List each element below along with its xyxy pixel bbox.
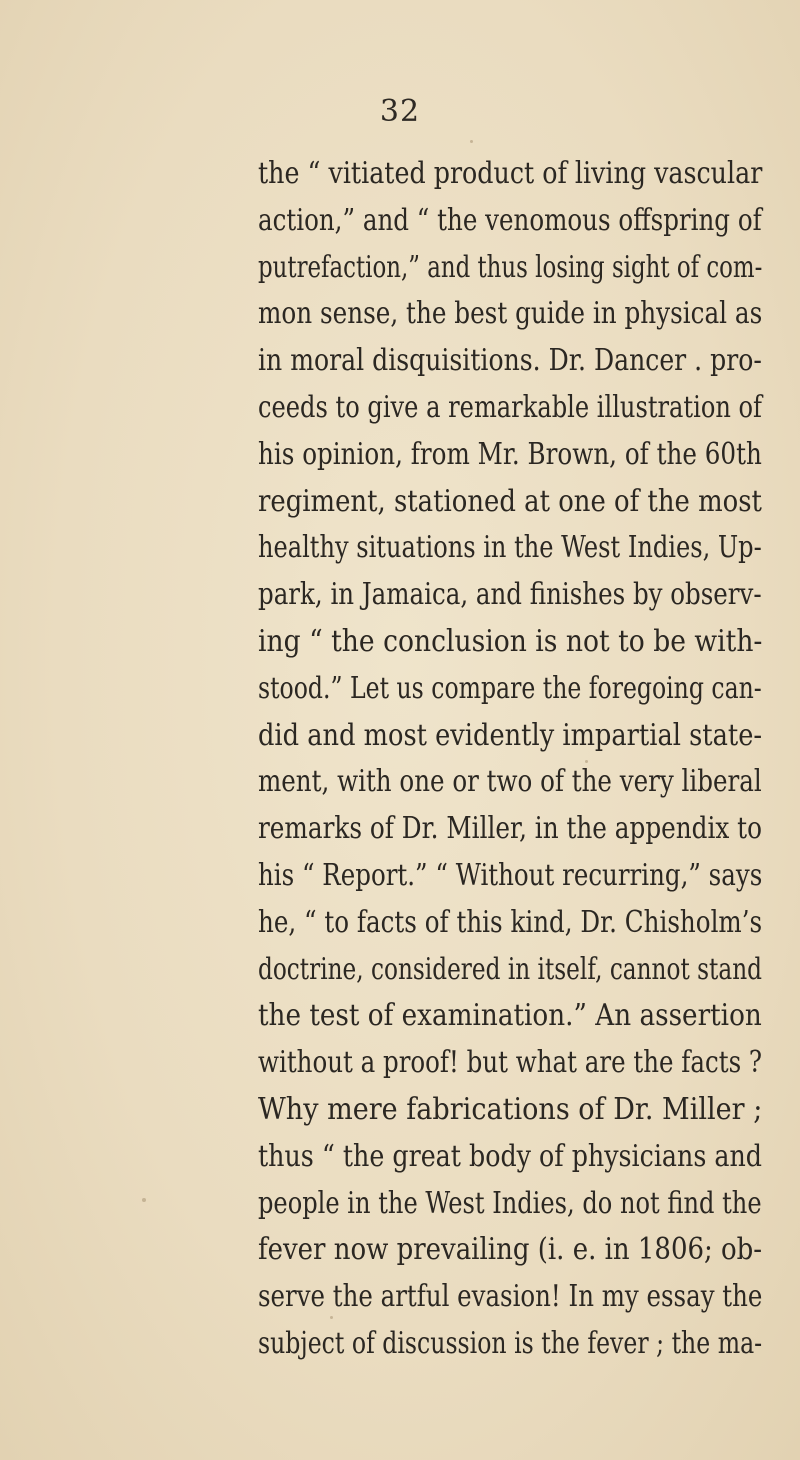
text-line: his opinion, from Mr. Brown, of the 60th xyxy=(258,436,762,472)
text-line: in moral disquisitions. Dr. Dancer . pro- xyxy=(258,343,762,379)
paper-spot xyxy=(470,140,473,143)
text-line: Why mere fabrications of Dr. Miller ; xyxy=(258,1092,763,1127)
text-line: regiment, stationed at one of the most xyxy=(258,483,762,519)
paper-spot xyxy=(585,760,588,763)
text-line: healthy situations in the West Indies, Up- xyxy=(258,530,762,566)
text-line: without a proof! but what are the facts ? xyxy=(258,1045,763,1081)
text-line: action,” and “ the venomous offspring of xyxy=(258,202,762,238)
text-line: serve the artful evasion! In my essay the xyxy=(258,1279,763,1315)
text-line: he, “ to facts of this kind, Dr. Chisholm’s xyxy=(258,904,763,940)
text-line: people in the West Indies, do not find the xyxy=(258,1185,762,1221)
text-line: the test of examination.” An assertion xyxy=(258,998,762,1034)
text-line: ceeds to give a remarkable illustration of xyxy=(258,390,762,425)
text-line: mon sense, the best guide in physical as xyxy=(258,296,763,332)
text-line: ing “ the conclusion is not to be with- xyxy=(258,624,763,659)
text-line: park, in Jamaica, and finishes by observ- xyxy=(258,577,762,613)
text-line: remarks of Dr. Miller, in the appendix to xyxy=(258,811,762,847)
text-line: stood.” Let us compare the foregoing can- xyxy=(258,670,762,706)
text-line: his “ Report.” “ Without recurring,” says xyxy=(258,858,763,893)
text-line: did and most evidently impartial state- xyxy=(258,717,763,753)
paper-spot xyxy=(142,1198,146,1202)
page-number: 32 xyxy=(379,94,421,129)
text-line: ment, with one or two of the very liberal xyxy=(258,764,762,800)
paper-spot xyxy=(330,1316,333,1319)
text-line: fever now prevailing (i. e. in 1806; ob- xyxy=(258,1232,763,1268)
text-line: doctrine, considered in itself, cannot stand xyxy=(258,951,762,987)
text-line: putrefaction,” and thus losing sight of com- xyxy=(258,249,763,285)
text-line: subject of discussion is the fever ; the ma- xyxy=(258,1326,763,1361)
text-line: the “ vitiated product of living vascular xyxy=(258,156,763,191)
text-line: thus “ the great body of physicians and xyxy=(258,1138,763,1174)
